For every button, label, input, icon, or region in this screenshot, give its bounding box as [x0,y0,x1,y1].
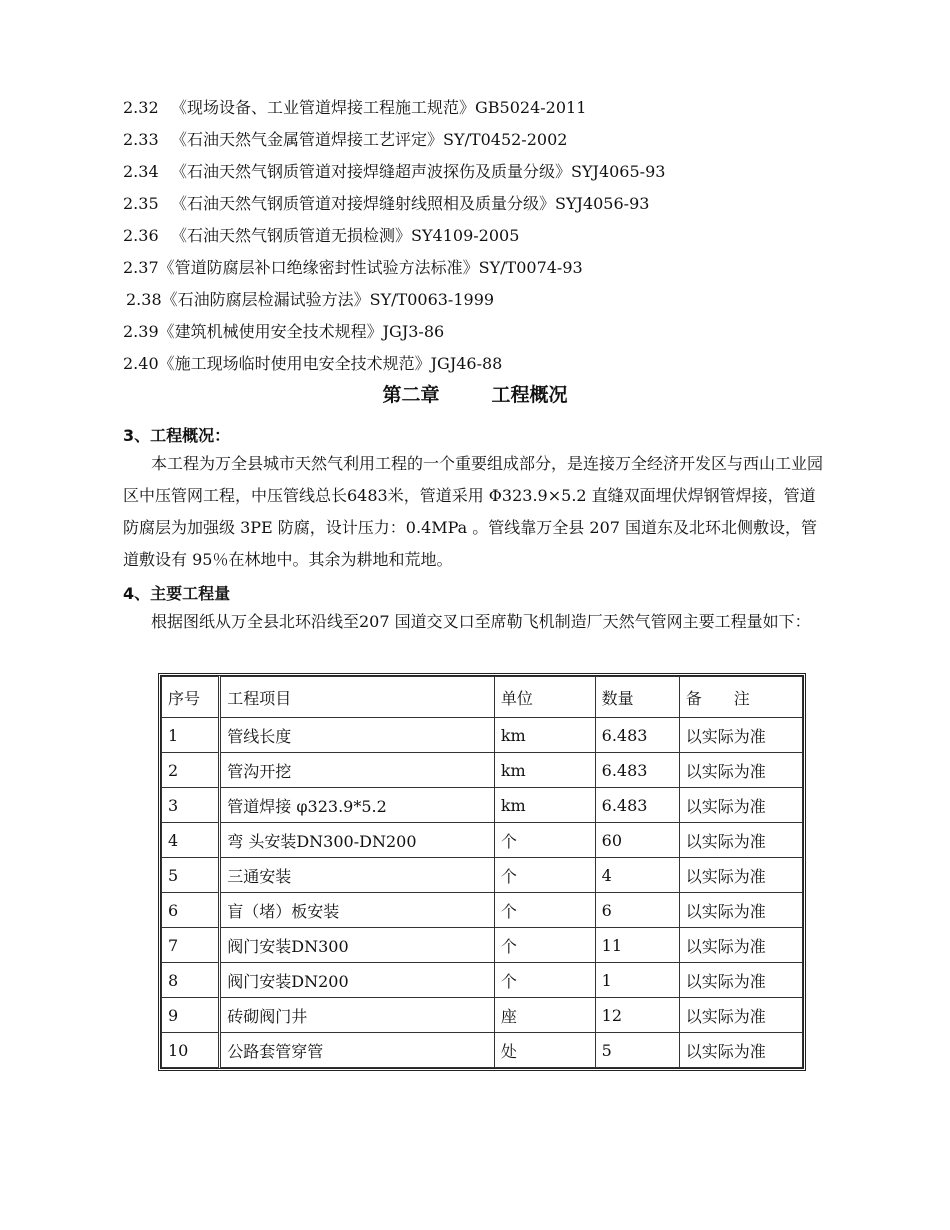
reference-item [123,316,665,348]
reference-item [123,92,665,124]
table-cell: 12 [595,998,679,1033]
table-cell: 6 [162,893,220,928]
table-row [162,1033,803,1068]
table-cell: 2 [162,753,220,788]
quantity-table [158,673,806,1071]
reference-number: 2.34 [123,162,159,181]
table-header-row [162,677,803,718]
table-cell: 以实际为准 [679,858,802,893]
table-cell: 4 [595,858,679,893]
reference-number: 2.38 [126,290,162,309]
chapter-number: 第二章 [382,384,440,406]
chapter-title: 工程概况 [491,384,568,406]
table-cell: 座 [494,998,595,1033]
reference-title: 《石油天然气钢质管道对接焊缝射线照相及质量分级》SYJ4056-93 [171,194,650,213]
reference-item [123,220,665,252]
table-cell: 6.483 [595,718,679,753]
reference-number: 2.39 [123,322,159,341]
table-cell: 以实际为准 [679,963,802,998]
table-row [162,893,803,928]
table-cell: 4 [162,823,220,858]
table-cell: 6.483 [595,788,679,823]
table-cell: 个 [494,928,595,963]
header-cell: 工程项目 [220,677,495,718]
table-row [162,753,803,788]
reference-number: 2.36 [123,226,159,245]
reference-title: 《石油天然气钢质管道对接焊缝超声波探伤及质量分级》SYJ4065-93 [171,162,666,181]
table-cell: 盲（堵）板安装 [220,893,495,928]
table-cell: 5 [162,858,220,893]
table-cell: 三通安装 [220,858,495,893]
reference-item [123,156,665,188]
table-cell: 3 [162,788,220,823]
table-cell: 1 [595,963,679,998]
reference-number: 2.37 [123,258,159,277]
header-cell: 数量 [595,677,679,718]
reference-item [123,124,665,156]
table-cell: 以实际为准 [679,998,802,1033]
table-cell: 1 [162,718,220,753]
table-cell: 个 [494,893,595,928]
section-3-heading: 3、工程概况： [123,426,231,445]
reference-item [123,188,665,220]
table-cell: 8 [162,963,220,998]
table-cell: 阀门安装DN200 [220,963,495,998]
table-cell: 砖砌阀门井 [220,998,495,1033]
table-cell: 个 [494,963,595,998]
reference-number: 2.33 [123,130,159,149]
table-row [162,788,803,823]
header-cell: 单位 [494,677,595,718]
table-row [162,858,803,893]
reference-title: 《石油天然气钢质管道无损检测》SY4109-2005 [171,226,520,245]
reference-title: 《石油天然气金属管道焊接工艺评定》SY/T0452-2002 [171,130,568,149]
table-row [162,963,803,998]
table-cell: 以实际为准 [679,1033,802,1068]
reference-number: 2.40 [123,354,159,373]
header-cell: 备 注 [679,677,802,718]
table-cell: km [494,718,595,753]
table-row [162,998,803,1033]
table-cell: 以实际为准 [679,788,802,823]
table-cell: km [494,788,595,823]
table-cell: 6 [595,893,679,928]
table-cell: km [494,753,595,788]
reference-item [123,348,665,380]
section-3-body: 本工程为万全县城市天然气利用工程的一个重要组成部分，是连接万全经济开发区与西山工业园区中压管网工程，中压管线总长6483米，管道采用 Φ323.9×5.2 直缝双面埋伏焊钢管焊接，管道防腐层为加强级 3PE 防腐，设计压力：0.4MPa 。管线靠万全县 207 国道东及北环北侧敷设，管道敷设有 95％在林地中。其余为耕地和荒地。 [123,454,824,569]
reference-number: 2.35 [123,194,159,213]
table-cell: 处 [494,1033,595,1068]
table-cell: 阀门安装DN300 [220,928,495,963]
reference-title: 《建筑机械使用安全技术规程》JGJ3-86 [158,322,445,341]
table-cell: 管线长度 [220,718,495,753]
table-cell: 管沟开挖 [220,753,495,788]
table-cell: 5 [595,1033,679,1068]
section-4-body: 根据图纸从万全县北环沿线至207 国道交叉口至席勒飞机制造厂天然气管网主要工程量如下： [151,612,811,631]
reference-list [123,92,665,380]
table-cell: 个 [494,858,595,893]
table-cell: 9 [162,998,220,1033]
table-cell: 公路套管穿管 [220,1033,495,1068]
table-cell: 个 [494,823,595,858]
table-row [162,823,803,858]
table-cell: 以实际为准 [679,928,802,963]
reference-title: 《施工现场临时使用电安全技术规范》JGJ46-88 [158,354,503,373]
header-cell: 序号 [162,677,220,718]
table-row [162,928,803,963]
table-cell: 以实际为准 [679,893,802,928]
table-cell: 10 [162,1033,220,1068]
reference-title: 《管道防腐层补口绝缘密封性试验方法标准》SY/T0074-93 [158,258,583,277]
table-cell: 以实际为准 [679,753,802,788]
reference-title: 《现场设备、工业管道焊接工程施工规范》GB5024-2011 [171,98,587,117]
chapter-heading [0,380,950,407]
table-cell: 7 [162,928,220,963]
reference-title: 《石油防腐层检漏试验方法》SY/T0063-1999 [161,290,495,309]
table-row [162,718,803,753]
reference-item [126,284,665,316]
reference-number: 2.32 [123,98,159,117]
table-cell: 6.483 [595,753,679,788]
table-cell: 弯 头安装DN300-DN200 [220,823,495,858]
table-cell: 以实际为准 [679,823,802,858]
section-4-heading: 4、主要工程量 [123,584,231,603]
table-cell: 11 [595,928,679,963]
table-cell: 以实际为准 [679,718,802,753]
reference-item [123,252,665,284]
table-cell: 管道焊接 φ323.9*5.2 [220,788,495,823]
table-cell: 60 [595,823,679,858]
